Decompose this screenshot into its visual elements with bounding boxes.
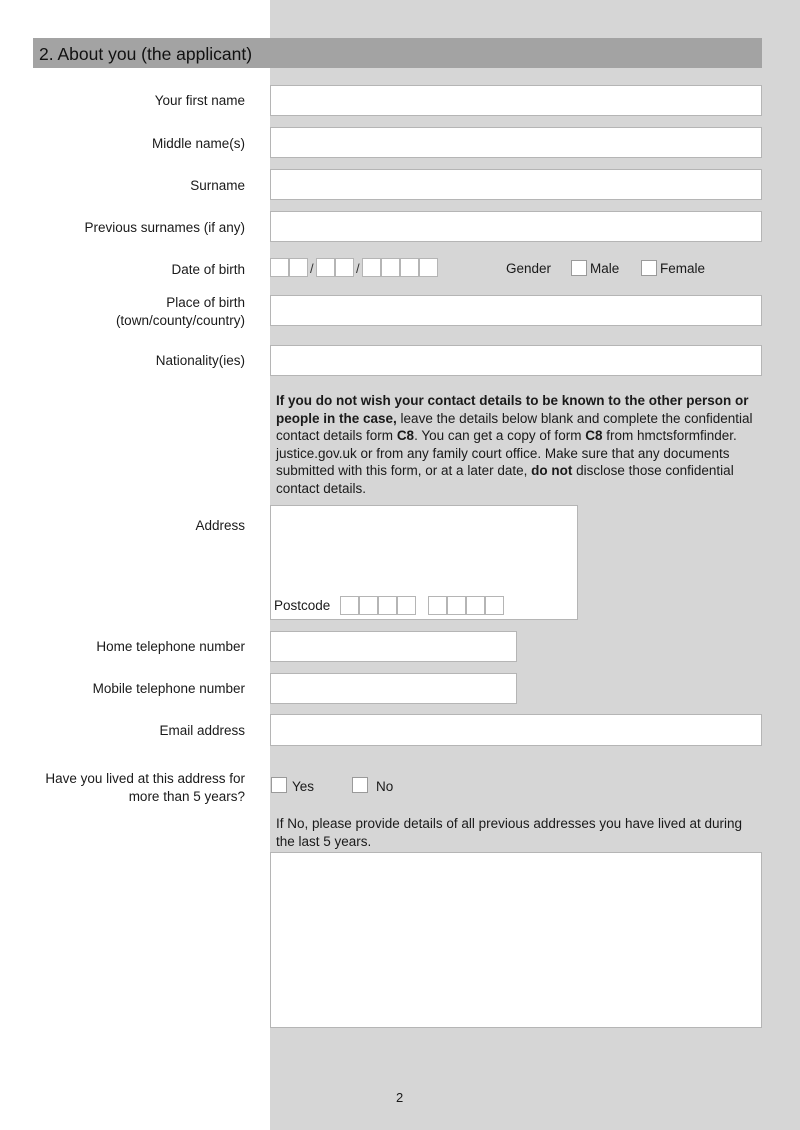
lived-question-line-2: more than 5 years? xyxy=(128,789,245,804)
nationality-label: Nationality(ies) xyxy=(155,353,245,368)
previous-addresses-input[interactable] xyxy=(270,852,762,1028)
nationality-input[interactable] xyxy=(270,345,762,376)
middle-names-input[interactable] xyxy=(270,127,762,158)
gender-male-label: Male xyxy=(590,261,620,276)
lived-yes-checkbox[interactable] xyxy=(271,777,287,793)
dob-year-digit-3[interactable] xyxy=(400,258,419,277)
home-phone-label: Home telephone number xyxy=(96,639,245,654)
email-label: Email address xyxy=(159,723,245,738)
postcode-digit[interactable] xyxy=(340,596,359,615)
lived-yes-label: Yes xyxy=(292,779,315,794)
notice-form-code: C8 xyxy=(396,428,415,443)
place-of-birth-label-line-2: (town/county/country) xyxy=(115,313,245,328)
dob-label: Date of birth xyxy=(171,262,245,277)
mobile-phone-label: Mobile telephone number xyxy=(92,681,245,696)
dob-year-digit-2[interactable] xyxy=(381,258,400,277)
dob-day-digit-2[interactable] xyxy=(289,258,308,277)
previous-surnames-input[interactable] xyxy=(270,211,762,242)
home-phone-input[interactable] xyxy=(270,631,517,662)
gender-female-checkbox[interactable] xyxy=(641,260,657,276)
surname-input[interactable] xyxy=(270,169,762,200)
dob-separator: / xyxy=(356,261,360,276)
lived-no-label: No xyxy=(376,779,394,794)
notice-text: . You can get a copy of form xyxy=(414,428,586,443)
first-name-label: Your first name xyxy=(154,93,245,108)
gender-female-label: Female xyxy=(660,261,706,276)
first-name-input[interactable] xyxy=(270,85,762,116)
dob-day-digit-1[interactable] xyxy=(270,258,289,277)
place-of-birth-input[interactable] xyxy=(270,295,762,326)
notice-text: from hmctsformfinder. justice.gov.uk or from any family court office. Make sure that any documents submitted with this form, or at a later date, xyxy=(276,428,737,478)
confidential-details-notice xyxy=(276,392,762,497)
section-header xyxy=(33,38,762,68)
dob-year-digit-1[interactable] xyxy=(362,258,381,277)
postcode-digit[interactable] xyxy=(359,596,378,615)
notice-bold-intro: If you do not wish your contact details to be known to the other person or people in the case, xyxy=(276,393,749,426)
lived-question-line-1: Have you lived at this address for xyxy=(45,771,245,786)
postcode-digit[interactable] xyxy=(466,596,485,615)
surname-label: Surname xyxy=(190,178,245,193)
mobile-phone-input[interactable] xyxy=(270,673,517,704)
dob-separator: / xyxy=(310,261,314,276)
lived-at-address-question xyxy=(45,770,245,806)
dob-month-digit-2[interactable] xyxy=(335,258,354,277)
notice-text: disclose those confidential contact details. xyxy=(276,463,734,496)
place-of-birth-label xyxy=(116,294,245,330)
postcode-digit[interactable] xyxy=(485,596,504,615)
dob-year-digit-4[interactable] xyxy=(419,258,438,277)
notice-text: leave the details below blank and complete the confidential contact details form xyxy=(276,410,753,443)
gender-male-checkbox[interactable] xyxy=(571,260,587,276)
gender-label: Gender xyxy=(506,261,552,276)
postcode-label: Postcode xyxy=(274,598,331,613)
page-number: 2 xyxy=(396,1090,404,1105)
postcode-digit[interactable] xyxy=(378,596,397,615)
previous-addresses-instruction: If No, please provide details of all previous addresses you have lived at during the last 5 years. xyxy=(276,816,743,849)
middle-names-label: Middle name(s) xyxy=(151,136,245,151)
place-of-birth-label-line-1: Place of birth xyxy=(166,295,245,310)
notice-bold-do-not: do not xyxy=(531,463,573,478)
email-input[interactable] xyxy=(270,714,762,746)
postcode-digit[interactable] xyxy=(428,596,447,615)
lived-no-checkbox[interactable] xyxy=(352,777,368,793)
address-label: Address xyxy=(195,518,245,533)
notice-form-code: C8 xyxy=(585,428,603,443)
postcode-digit[interactable] xyxy=(447,596,466,615)
dob-month-digit-1[interactable] xyxy=(316,258,335,277)
previous-surnames-label: Previous surnames (if any) xyxy=(84,220,245,235)
section-title: 2. About you (the applicant) xyxy=(39,44,253,64)
postcode-digit[interactable] xyxy=(397,596,416,615)
